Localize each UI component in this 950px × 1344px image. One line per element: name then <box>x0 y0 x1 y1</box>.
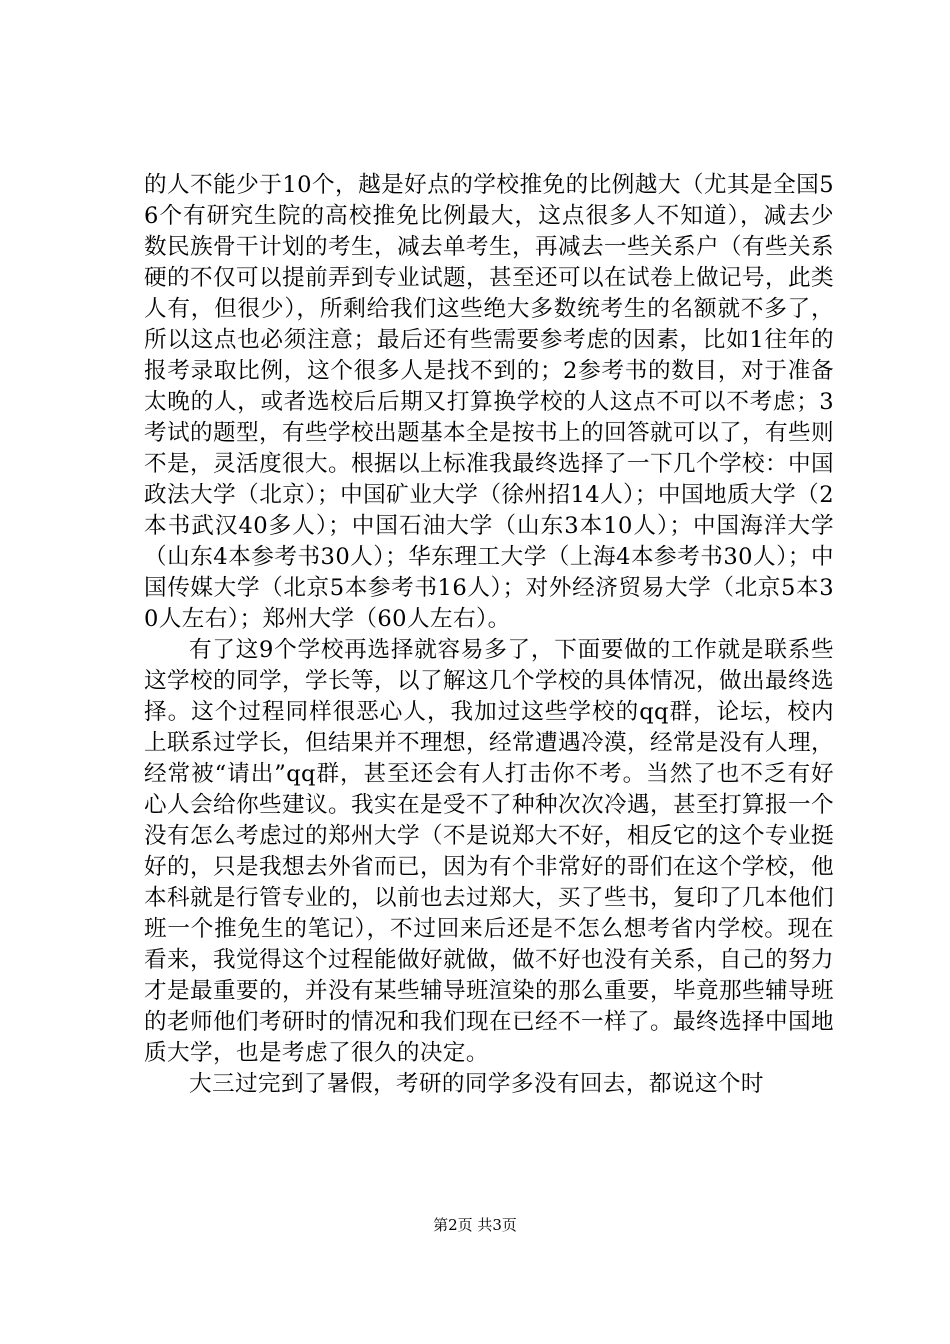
paragraph-3: 大三过完到了暑假，考研的同学多没有回去，都说这个时 <box>189 1071 764 1097</box>
paragraph-1: 的人不能少于10个，越是好点的学校推免的比例越大（尤其是全国56个有研究生院的高校推免比例最大，这点很多人不知道），减去少数民族骨干计划的考生，减去单考生，再减去一些关系户（有些关系硬的不仅可以提前弄到专业试题，甚至还可以在试卷上做记号，此类人有，但很少），所剩给我们这些绝大多数统考生的名额就不多了，所以这点也必须注意；最后还有些需要参考虑的因素，比如1往年的报考录取比例，这个很多人是找不到的；2参考书的数目，对于准备太晚的人，或者选校后后期又打算换学校的人这点不可以不考虑；3考试的题型，有些学校出题基本全是按书上的回答就可以了，有些则不是，灵活度很大。根据以上标准我最终选择了一下几个学校：中国政法大学（北京）；中国矿业大学（徐州招14人）；中国地质大学（2本书武汉40多人）；中国石油大学（山东3本10人）；中国海洋大学（山东4本参考书30人）；华东理工大学（上海4本参考书30人）；中国传媒大学（北京5本参考书16人）；对外经济贸易大学（北京5本30人左右）；郑州大学（60人左右）。 <box>144 172 834 632</box>
document-body <box>144 170 834 1100</box>
page-footer: 第2页 共3页 <box>433 1216 517 1234</box>
paragraph-2: 有了这9个学校再选择就容易多了，下面要做的工作就是联系些这学校的同学，学长等，以了解这几个学校的具体情况，做出最终选择。这个过程同样很恶心人，我加过这些学校的qq群，论坛，校内上联系过学长，但结果并不理想，经常遭遇冷漠，经常是没有人理，经常被“请出”qq群，甚至还会有人打击你不考。当然了也不乏有好心人会给你些建议。我实在是受不了种种次次冷遇，甚至打算报一个没有怎么考虑过的郑州大学（不是说郑大不好，相反它的这个专业挺好的，只是我想去外省而已，因为有个非常好的哥们在这个学校，他本科就是行管专业的，以前也去过郑大，买了些书，复印了几本他们班一个推免生的笔记），不过回来后还是不怎么想考省内学校。现在看来，我觉得这个过程能做好就做，做不好也没有关系，自己的努力才是最重要的，并没有某些辅导班渲染的那么重要，毕竟那些辅导班的老师他们考研时的情况和我们现在已经不一样了。最终选择中国地质大学，也是考虑了很久的决定。 <box>144 637 834 1066</box>
